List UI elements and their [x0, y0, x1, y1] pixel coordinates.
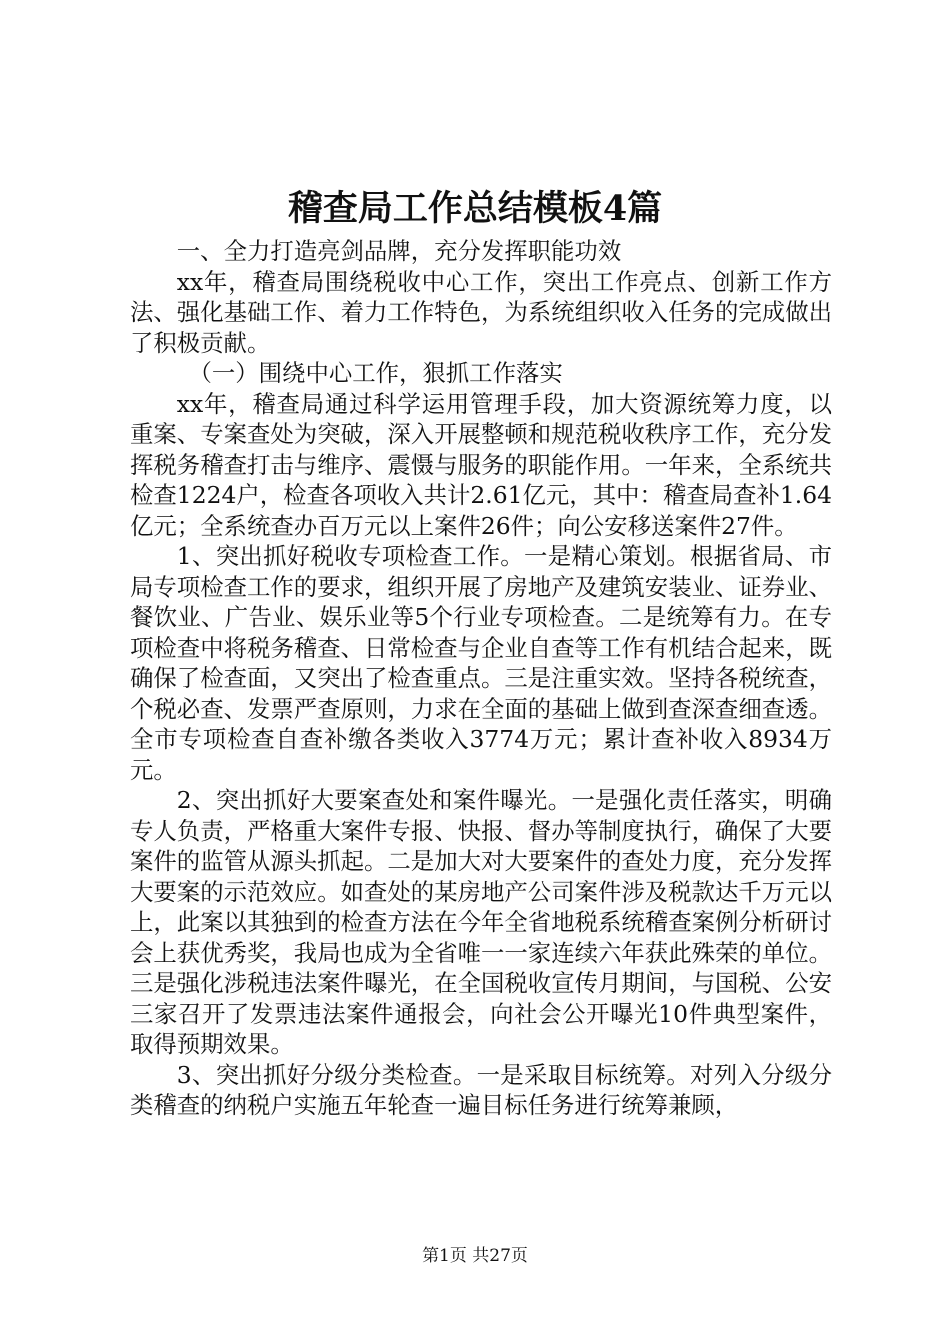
page-footer: 第1页 共27页	[422, 1246, 528, 1266]
body-paragraph: 1、突出抓好税收专项检查工作。一是精心策划。根据省局、市局专项检查工作的要求，组织开展了房地产及建筑安装业、证券业、餐饮业、广告业、娱乐业等5个行业专项检查。二是统筹有力。在专项检查中将税务稽查、日常检查与企业自查等工作有机结合起来，既确保了检查面，又突出了检查重点。三是注重实效。坚持各税统查，个税必查、发票严查原则，力求在全面的基础上做到查深查细查透。全市专项检查自查补缴各类收入3774万元；累计查补收入8934万元。	[130, 542, 832, 784]
body-paragraph: 2、突出抓好大要案查处和案件曝光。一是强化责任落实，明确专人负责，严格重大案件专报、快报、督办等制度执行，确保了大要案件的监管从源头抓起。二是加大对大要案件的查处力度，充分发挥大要案的示范效应。如查处的某房地产公司案件涉及税款达千万元以上，此案以其独到的检查方法在今年全省地税系统稽查案例分析研讨会上获优秀奖，我局也成为全省唯一一家连续六年获此殊荣的单位。三是强化涉税违法案件曝光，在全国税收宣传月期间，与国税、公安三家召开了发票违法案件通报会，向社会公开曝光10件典型案件，取得预期效果。	[130, 786, 832, 1058]
document-title: 稽查局工作总结模板4篇	[287, 188, 663, 229]
body-paragraph: 3、突出抓好分级分类检查。一是采取目标统筹。对列入分级分类稽查的纳税户实施五年轮查一遍目标任务进行统筹兼顾，	[130, 1060, 832, 1119]
body-paragraph: xx年，稽查局通过科学运用管理手段，加大资源统筹力度，以重案、专案查处为突破，深入开展整顿和规范税收秩序工作，充分发挥税务稽查打击与维序、震慑与服务的职能作用。一年来，全系统共检查1224户，检查各项收入共计2.61亿元，其中：稽查局查补1.64亿元；全系统查办百万元以上案件26件；向公安移送案件27件。	[130, 389, 832, 540]
subsection-heading: （一）围绕中心工作，狠抓工作落实	[188, 359, 563, 387]
body-paragraph: xx年，稽查局围绕税收中心工作，突出工作亮点、创新工作方法、强化基础工作、着力工作特色，为系统组织收入任务的完成做出了积极贡献。	[130, 267, 832, 357]
document-body	[130, 236, 832, 1121]
section-heading: 一、全力打造亮剑品牌，充分发挥职能功效	[176, 237, 622, 265]
